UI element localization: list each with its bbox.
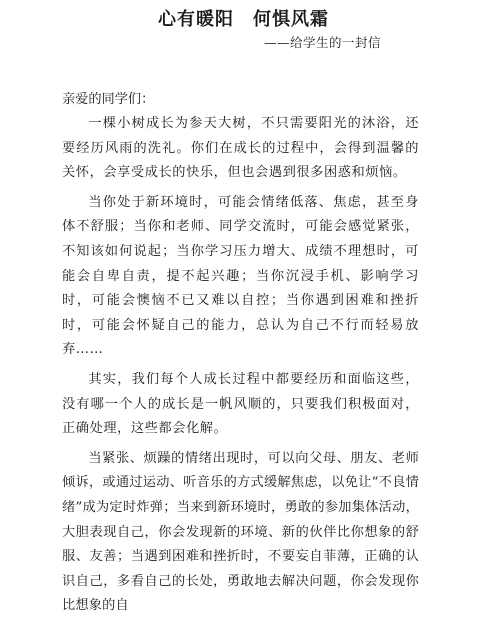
salutation: 亲爱的同学们： [62, 92, 155, 107]
letter-subtitle: ——给学生的一封信 [263, 35, 381, 50]
paragraph-3: 其实，我们每个人成长过程中都要经历和面临这些，没有哪一个人的成长是一帆风顺的，只要我们积极面对，正确处理，这些都会化解。 [62, 371, 419, 437]
paragraph-4: 当紧张、烦躁的情绪出现时，可以向父母、朋友、老师倾诉，或通过运动、听音乐的方式缓解焦虑，以免让“不良情绪”成为定时炸弹；当来到新环境时，勇敢的参加集体活动，大胆表现自己，你会发现新的环境、新的伙伴比你想象的舒服、友善；当遇到困难和挫折时，不要妄自菲薄，正确的认识自己，多看自己的长处，勇敢地去解决问题，你会发现你比想象的自 [62, 450, 419, 614]
letter-body [62, 88, 419, 619]
paragraph-2: 当你处于新环境时，可能会情绪低落、焦虑，甚至身体不舒服；当你和老师、同学交流时，可能会感觉紧张，不知该如何说起；当你学习压力增大、成绩不理想时，可能会自卑自责，提不起兴趣；当你沉浸手机、影响学习时，可能会懊恼不已又难以自控；当你遇到困难和挫折时，可能会怀疑自己的能力，总认为自己不行而轻易放弃…… [62, 194, 419, 358]
paragraph-1: 一棵小树成长为参天大树，不只需要阳光的沐浴，还要经历风雨的洗礼。你们在成长的过程中，会得到温馨的关怀，会享受成长的快乐，但也会遇到很多困惑和烦恼。 [62, 116, 419, 181]
letter-title: 心有暖阳 何惧风霜 [158, 9, 329, 30]
